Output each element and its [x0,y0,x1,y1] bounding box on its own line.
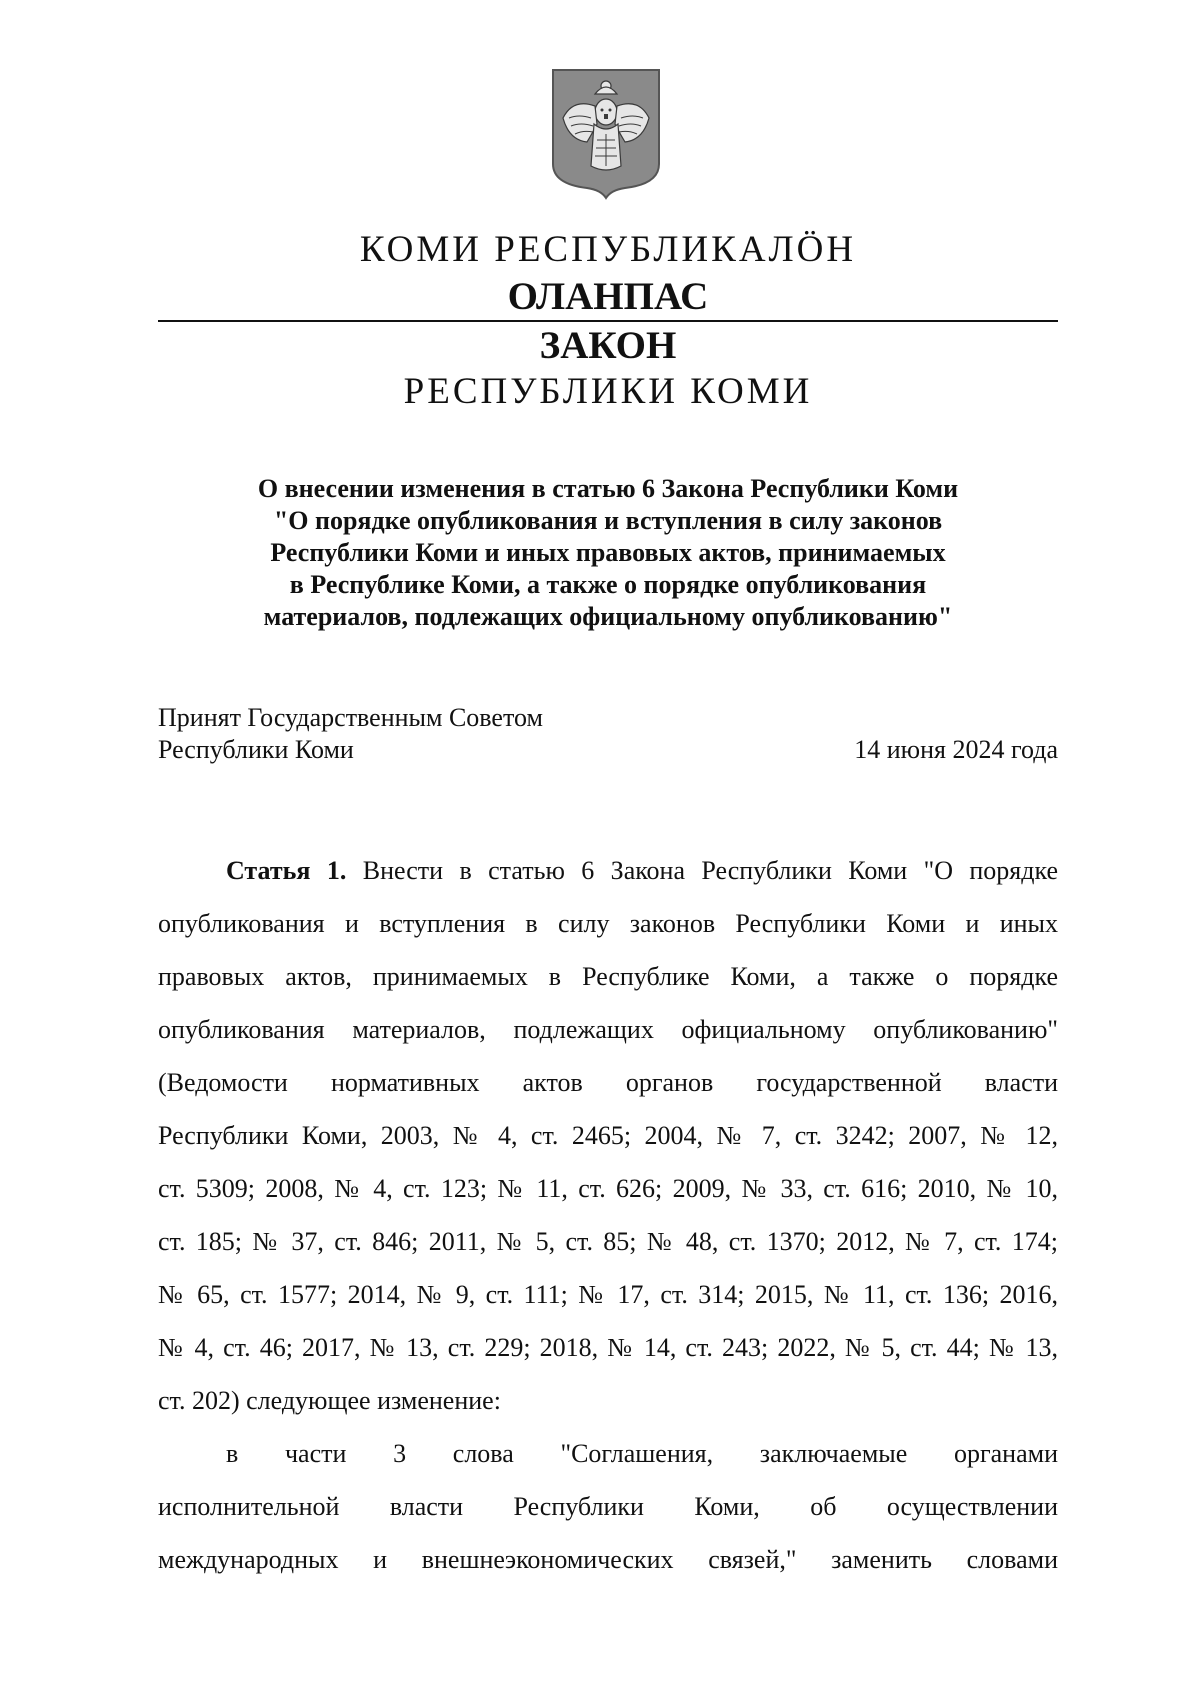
olanpas-heading: ОЛАНПАС [507,275,709,318]
law-title-line: материалов, подлежащих официальному опубликованию" [263,602,953,631]
header-divider [158,320,1058,322]
law-title-line: "О порядке опубликования и вступления в силу законов [273,506,943,535]
article-label: Статья 1. [226,856,347,885]
article-text: Внести в статью 6 Закона Республики Коми "О порядке [362,856,1059,885]
article-line: опубликования и вступления в силу законов Республики Коми и иных [158,909,1058,938]
law-title-line: Республики Коми и иных правовых актов, принимаемых [270,538,946,567]
article-line: опубликования материалов, подлежащих официальному опубликованию" [158,1015,1058,1044]
republic-heading: РЕСПУБЛИКИ КОМИ [403,371,813,412]
adoption-block [158,702,1058,766]
law-title-line: О внесении изменения в статью 6 Закона Республики Коми [257,474,959,503]
article-line: № 65, ст. 1577; 2014, № 9, ст. 111; № 17, ст. 314; 2015, № 11, ст. 136; 2016, [158,1280,1058,1309]
komi-coat-of-arms-emblem [551,68,661,200]
law-title [158,473,1058,633]
article-line: № 4, ст. 46; 2017, № 13, ст. 229; 2018, № 14, ст. 243; 2022, № 5, ст. 44; № 13, [158,1333,1058,1362]
adoption-date: 14 июня 2024 года [854,735,1058,764]
adopted-by-line: Республики Коми [158,735,354,764]
article-line: Республики Коми, 2003, № 4, ст. 2465; 2004, № 7, ст. 3242; 2007, № 12, [158,1121,1058,1150]
article-line: правовых актов, принимаемых в Республике Коми, а также о порядке [158,962,1058,991]
part-line: исполнительной власти Республики Коми, об осуществлении [158,1492,1058,1521]
article-line [158,844,1058,897]
part-line: международных и внешнеэкономических связей," заменить словами [158,1545,1058,1574]
part-line: в части 3 слова "Соглашения, заключаемые органами [226,1439,1058,1468]
law-title-line: в Республике Коми, а также о порядке опубликования [289,570,927,599]
article-line: ст. 5309; 2008, № 4, ст. 123; № 11, ст. 626; 2009, № 33, ст. 616; 2010, № 10, [158,1174,1058,1203]
adopted-by-line: Принят Государственным Советом [158,703,543,732]
article-line: ст. 202) следующее изменение: [158,1386,501,1415]
komi-republic-heading: КОМИ РЕСПУБЛИКАЛÖН [359,229,857,270]
article-body [158,844,1058,1586]
law-heading: ЗАКОН [539,324,677,367]
article-line: (Ведомости нормативных актов органов государственной власти [158,1068,1058,1097]
article-line: ст. 185; № 37, ст. 846; 2011, № 5, ст. 85; № 48, ст. 1370; 2012, № 7, ст. 174; [158,1227,1058,1256]
